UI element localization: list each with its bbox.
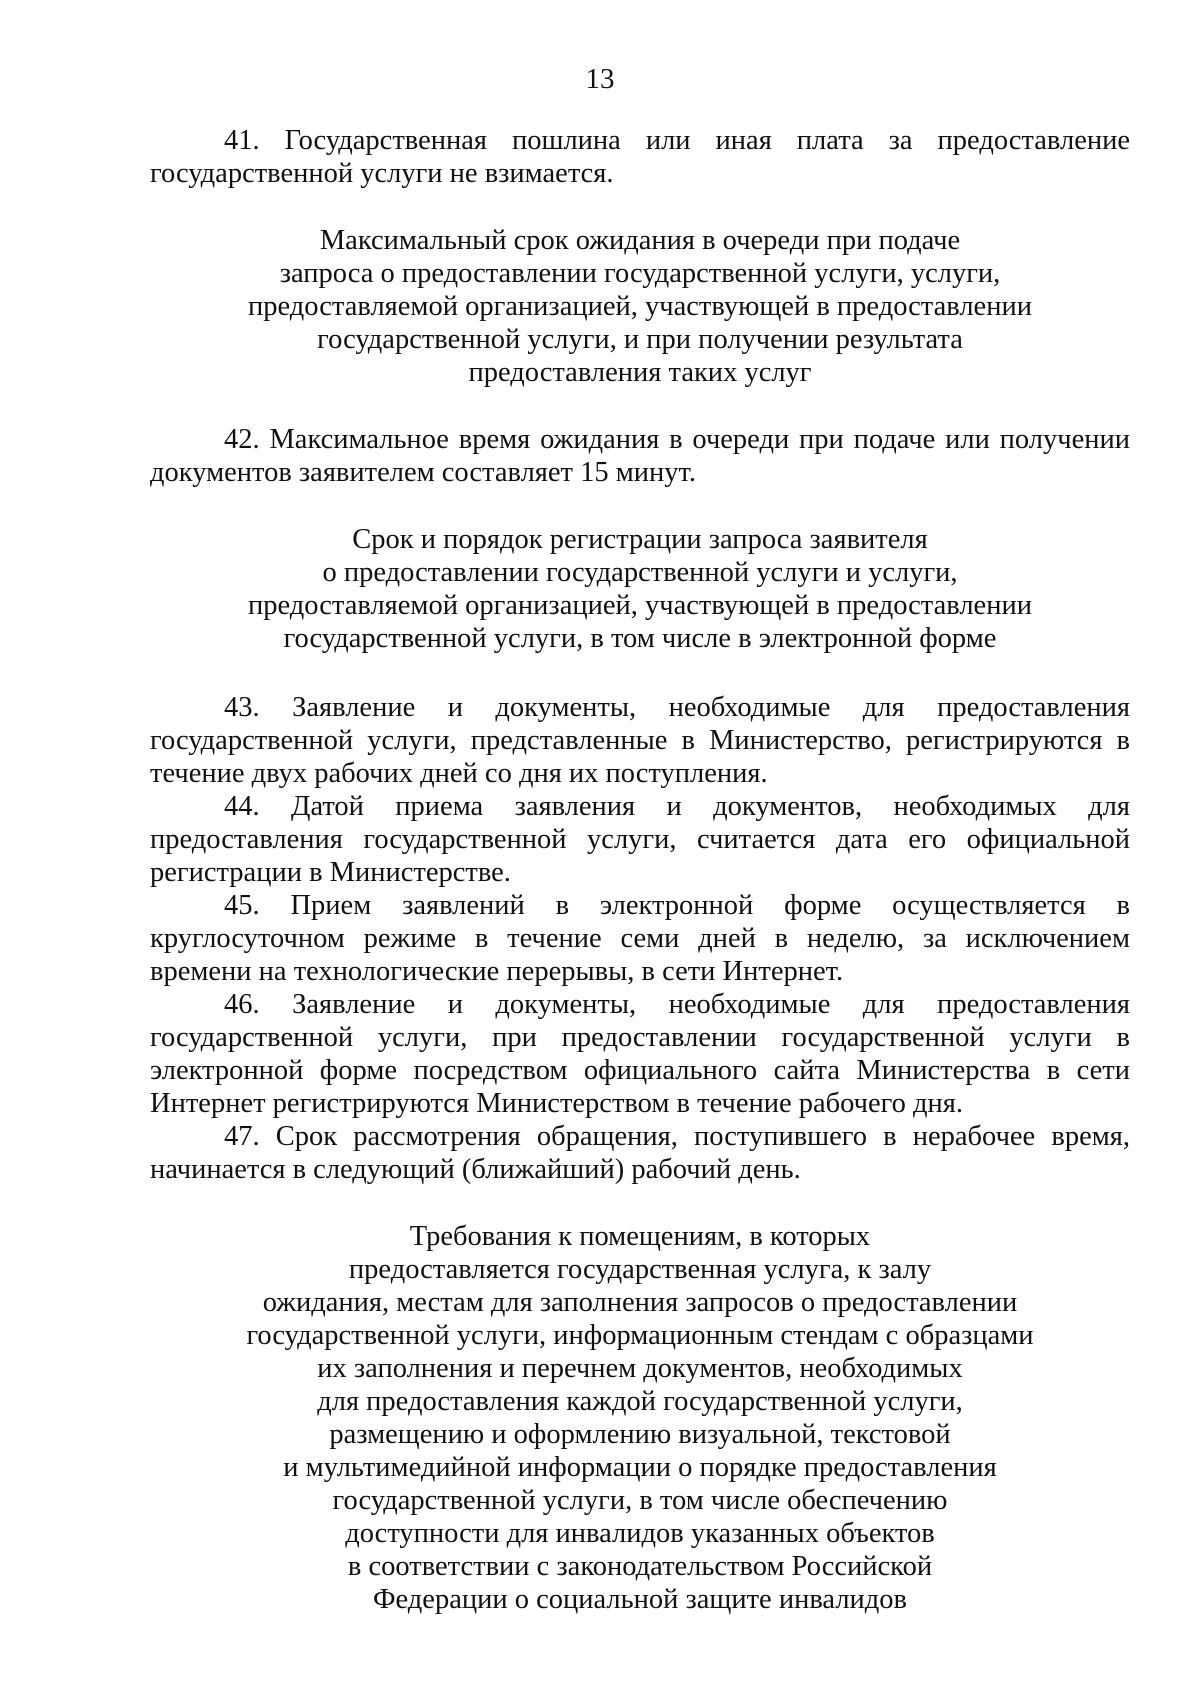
heading-line: государственной услуги, и при получении результата — [317, 324, 963, 355]
heading-line: ожидания, местам для заполнения запросов о предоставлении — [262, 1287, 1018, 1318]
heading-line: Максимальный срок ожидания в очереди при подаче — [319, 225, 961, 256]
heading-line: и мультимедийной информации о порядке предоставления — [283, 1452, 997, 1483]
heading-line: предоставляемой организацией, участвующей в предоставлении — [248, 590, 1032, 621]
section-heading-queue-wait — [150, 224, 1130, 389]
heading-line: в соответствии с законодательством Российской — [347, 1551, 933, 1582]
heading-line: размещению и оформлению визуальной, текстовой — [329, 1419, 951, 1450]
heading-line: государственной услуги, в том числе обеспечению — [332, 1485, 948, 1516]
section-heading-premises — [150, 1220, 1130, 1616]
paragraph-43: 43. Заявление и документы, необходимые для предоставления государственной услуги, представленные в Министерство, регистрируются в течение двух рабочих дней со дня их поступления. — [150, 692, 1130, 789]
spacer — [150, 1186, 1130, 1220]
heading-line: доступности для инвалидов указанных объектов — [345, 1518, 935, 1549]
heading-line: государственной услуги, в том числе в электронной форме — [283, 623, 997, 654]
heading-line: их заполнения и перечнем документов, необходимых — [317, 1353, 963, 1384]
heading-line: Срок и порядок регистрации запроса заявителя — [352, 524, 928, 555]
page-number: 13 — [585, 63, 615, 95]
paragraph-44: 44. Датой приема заявления и документов, необходимых для предоставления государственной услуги, считается дата его официальной регистрации в Министерстве. — [150, 791, 1130, 888]
heading-line: предоставляется государственная услуга, к залу — [348, 1254, 932, 1285]
spacer — [150, 655, 1130, 691]
heading-line: предоставляемой организацией, участвующей в предоставлении — [248, 291, 1032, 322]
heading-line: о предоставлении государственной услуги и услуги, — [322, 557, 958, 588]
paragraph-45: 45. Прием заявлений в электронной форме осуществляется в круглосуточном режиме в течение семи дней в неделю, за исключением времени на технологические перерывы, в сети Интернет. — [150, 890, 1130, 987]
heading-line: запроса о предоставлении государственной услуги, услуги, — [279, 258, 1001, 289]
heading-line: Федерации о социальной защите инвалидов — [373, 1584, 907, 1615]
paragraph-42: 42. Максимальное время ожидания в очереди при подаче или получении документов заявителем составляет 15 минут. — [150, 424, 1130, 488]
spacer — [150, 489, 1130, 523]
heading-line: Требования к помещениям, в которых — [409, 1221, 871, 1252]
spacer — [150, 190, 1130, 224]
heading-line: государственной услуги, информационным стендам с образцами — [246, 1320, 1034, 1351]
document-body — [150, 124, 1130, 1616]
heading-line: для предоставления каждой государственной услуги, — [317, 1386, 963, 1417]
paragraph-47: 47. Срок рассмотрения обращения, поступившего в нерабочее время, начинается в следующий (ближайший) рабочий день. — [150, 1121, 1130, 1185]
heading-line: предоставления таких услуг — [468, 357, 812, 388]
paragraph-41: 41. Государственная пошлина или иная плата за предоставление государственной услуги не взимается. — [150, 125, 1130, 189]
paragraph-46: 46. Заявление и документы, необходимые для предоставления государственной услуги, при предоставлении государственной услуги в электронной форме посредством официального сайта Министерства в сети Интернет регистрируются Министерством в течение рабочего дня. — [150, 989, 1130, 1119]
spacer — [150, 389, 1130, 423]
section-heading-registration — [150, 523, 1130, 655]
